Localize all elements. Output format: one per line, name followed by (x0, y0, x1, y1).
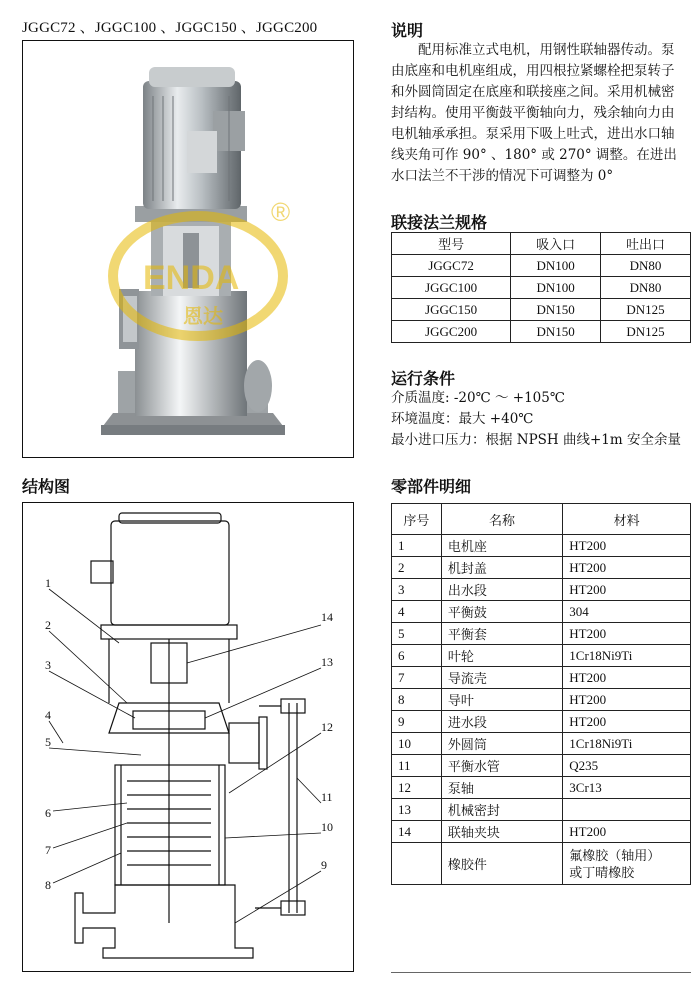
cell: 出水段 (441, 579, 562, 601)
structure-diagram (23, 503, 352, 970)
callout-5: 5 (45, 735, 51, 749)
structure-heading: 结构图 (22, 477, 71, 496)
parts-table (391, 503, 691, 885)
table-row (392, 689, 691, 711)
callout-14: 14 (321, 610, 333, 624)
parts-heading: 零部件明细 (391, 477, 472, 496)
condition-line: 环境温度：最大 +40℃ (391, 411, 534, 427)
cell (392, 843, 442, 885)
bottom-divider (391, 972, 691, 973)
cell: 电机座 (441, 535, 562, 557)
cell-line: 或丁晴橡胶 (569, 864, 635, 880)
cell: 6 (392, 645, 442, 667)
table-row (392, 601, 691, 623)
cell: 10 (392, 733, 442, 755)
description-line: 配用标准立式电机，用钢性联轴器传动。泵 (418, 42, 675, 58)
cell: 泵轴 (441, 777, 562, 799)
cell: HT200 (563, 623, 691, 645)
description-line: 线夹角可作 90° 、180° 或 270° 调整。在进出 (391, 147, 677, 163)
description-line: 电机轴承承担。泵采用下吸上吐式，进出水口轴 (391, 126, 675, 142)
table-row (392, 277, 691, 299)
callout-13: 13 (321, 655, 333, 669)
structure-diagram-frame (22, 502, 354, 972)
conditions-text (391, 388, 696, 451)
condition-line: 介质温度: -20℃ ～ +105℃ (391, 390, 565, 406)
column-header: 名称 (441, 504, 562, 535)
table-row (392, 843, 691, 885)
svg-text:恩达: 恩达 (183, 304, 223, 328)
cell: HT200 (563, 557, 691, 579)
cell: JGGC200 (392, 321, 511, 343)
cell: DN100 (511, 277, 601, 299)
cell: Q235 (563, 755, 691, 777)
cell: 5 (392, 623, 442, 645)
cell: 9 (392, 711, 442, 733)
table-header-row (392, 233, 691, 255)
cell (563, 843, 691, 885)
callout-11: 11 (321, 790, 333, 804)
description-line: 封结构。使用平衡鼓平衡轴向力，残余轴向力由 (391, 105, 675, 121)
flange-table (391, 232, 691, 343)
cell: 304 (563, 601, 691, 623)
table-row (392, 733, 691, 755)
cell: 机械密封 (441, 799, 562, 821)
cell: 叶轮 (441, 645, 562, 667)
cell: DN150 (511, 299, 601, 321)
table-row (392, 321, 691, 343)
cell: 平衡水管 (441, 755, 562, 777)
cell: 导流壳 (441, 667, 562, 689)
cell: 13 (392, 799, 442, 821)
cell: HT200 (563, 711, 691, 733)
cell: HT200 (563, 821, 691, 843)
cell (563, 799, 691, 821)
cell: 平衡鼓 (441, 601, 562, 623)
column-header: 型号 (392, 233, 511, 255)
cell: 1 (392, 535, 442, 557)
flange-heading: 联接法兰规格 (391, 213, 488, 232)
cell: 7 (392, 667, 442, 689)
callout-12: 12 (321, 720, 333, 734)
cell: 14 (392, 821, 442, 843)
cell: 11 (392, 755, 442, 777)
description-line: 和外圆筒固定在底座和联接座之间。采用机械密 (391, 84, 675, 100)
callout-4: 4 (45, 708, 51, 722)
table-row (392, 667, 691, 689)
table-row (392, 755, 691, 777)
conditions-heading: 运行条件 (391, 369, 456, 388)
cell: DN80 (601, 277, 691, 299)
description-line: 水口法兰不干涉的情况下可调整为 0° (391, 168, 614, 184)
product-photo-frame (22, 40, 354, 458)
cell: DN100 (511, 255, 601, 277)
cell: 4 (392, 601, 442, 623)
cell: 12 (392, 777, 442, 799)
description-text (391, 40, 691, 187)
page-title: JGGC72 、JGGC100 、JGGC150 、JGGC200 (22, 20, 318, 36)
callout-10: 10 (321, 820, 333, 834)
cell: HT200 (563, 535, 691, 557)
cell: DN125 (601, 299, 691, 321)
cell: 1Cr18Ni9Ti (563, 645, 691, 667)
cell: HT200 (563, 689, 691, 711)
cell: 导叶 (441, 689, 562, 711)
cell-line: 氟橡胶（轴用） (569, 847, 661, 863)
svg-text:®: ® (271, 197, 291, 227)
cell: 平衡套 (441, 623, 562, 645)
table-row (392, 821, 691, 843)
cell: 3 (392, 579, 442, 601)
column-header: 吸入口 (511, 233, 601, 255)
table-row (392, 299, 691, 321)
cell: HT200 (563, 667, 691, 689)
column-header: 序号 (392, 504, 442, 535)
cell: 机封盖 (441, 557, 562, 579)
cell: 联轴夹块 (441, 821, 562, 843)
condition-line: 最小进口压力：根据 NPSH 曲线+1m 安全余量 (391, 432, 681, 448)
cell: DN80 (601, 255, 691, 277)
cell: HT200 (563, 579, 691, 601)
table-row (392, 799, 691, 821)
callout-9: 9 (321, 858, 327, 872)
callout-6: 6 (45, 806, 51, 820)
callout-3: 3 (45, 658, 51, 672)
cell: 1Cr18Ni9Ti (563, 733, 691, 755)
callout-8: 8 (45, 878, 51, 892)
table-row (392, 557, 691, 579)
table-row (392, 255, 691, 277)
table-row (392, 777, 691, 799)
description-heading: 说明 (391, 21, 424, 40)
pump-photo (23, 41, 352, 456)
table-row (392, 535, 691, 557)
table-row (392, 711, 691, 733)
cell: 进水段 (441, 711, 562, 733)
callout-2: 2 (45, 618, 51, 632)
cell: 8 (392, 689, 442, 711)
cell: 2 (392, 557, 442, 579)
column-header: 材料 (563, 504, 691, 535)
callout-1: 1 (45, 576, 51, 590)
svg-text:ENDA: ENDA (143, 259, 240, 297)
cell: 3Cr13 (563, 777, 691, 799)
cell: 外圆筒 (441, 733, 562, 755)
table-header-row (392, 504, 691, 535)
cell: JGGC150 (392, 299, 511, 321)
cell: DN150 (511, 321, 601, 343)
table-row (392, 623, 691, 645)
cell: JGGC72 (392, 255, 511, 277)
cell: 橡胶件 (441, 843, 562, 885)
cell: JGGC100 (392, 277, 511, 299)
table-row (392, 645, 691, 667)
column-header: 吐出口 (601, 233, 691, 255)
callout-7: 7 (45, 843, 51, 857)
description-line: 由底座和电机座组成，用四根拉紧螺栓把泵转子 (391, 63, 675, 79)
cell: DN125 (601, 321, 691, 343)
table-row (392, 579, 691, 601)
